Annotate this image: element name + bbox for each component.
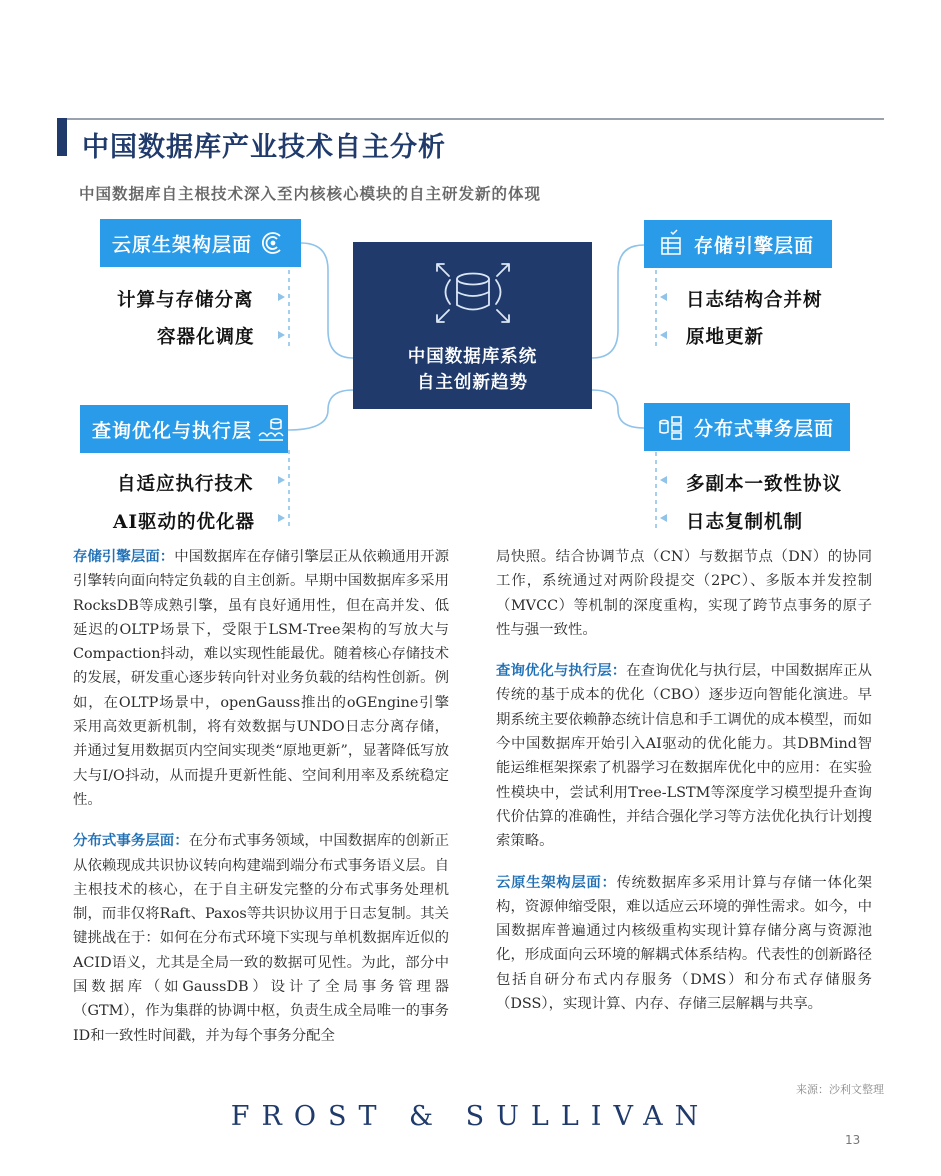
pill-distributed-label: 分布式事务层面 <box>694 417 835 440</box>
query-item-2: AI驱动的优化器 <box>113 512 256 533</box>
paragraph-continuation <box>496 545 872 642</box>
paragraph-heading: 查询优化与执行层： <box>496 662 627 680</box>
pill-storage-label: 存储引擎层面 <box>694 234 815 257</box>
pill-query-optimization <box>80 405 288 453</box>
center-concept-box <box>353 242 592 409</box>
paragraph-text: 中国数据库在存储引擎层正从依赖通用开源引擎转向面向特定负载的自主创新。早期中国数据库多采用RocksDB等成熟引擎，虽有良好通用性，但在高并发、低延迟的OLTP场景下，受限于LSM-Tree架构的写放大与Compaction抖动，难以实现性能最优。随着核心存储技术的发展，研发重心逐步转向针对业务负载的结构性创新。例如，在OLTP场景中，openGauss推出的oGEngine引擎采用高效更新机制，将有效数据与UNDO日志分离存储，并通过复用数据页内空间实现类“原地更新”，显著降低写放大与I/O抖动，从而提升更新性能、空间利用率及系统稳定性。 <box>73 549 449 808</box>
center-line-1: 中国数据库系统 <box>407 347 538 367</box>
paragraph-text: 传统数据库多采用计算与存储一体化架构，资源伸缩受限，难以适应云环境的弹性需求。如今，中国数据库普遍通过内核级重构实现计算存储分离与资源池化，形成面向云环境的解耦式体系结构。代表性的创新路径包括自研分布式内存服务（DMS）和分布式存储服务（DSS），实现计算、内存、存储三层解耦与共享。 <box>496 874 872 1013</box>
distributed-item-1: 多副本一致性协议 <box>686 474 843 495</box>
body-left-column <box>73 545 449 1065</box>
paragraph-text: 局快照。结合协调节点（CN）与数据节点（DN）的协同工作，系统通过对两阶段提交（2PC）、多版本并发控制（MVCC）等机制的深度重构，实现了跨节点事务的原子性与强一致性。 <box>496 549 872 638</box>
page-title: 中国数据库产业技术自主分析 <box>82 132 446 163</box>
cloud-item-1: 计算与存储分离 <box>117 290 254 311</box>
distributed-item-2: 日志复制机制 <box>686 512 804 533</box>
database-expand-icon <box>353 242 592 342</box>
paragraph-storage-engine <box>73 545 449 812</box>
innovation-diagram <box>0 0 941 545</box>
storage-table-icon <box>656 229 686 259</box>
center-line-2: 自主创新趋势 <box>417 373 528 393</box>
query-database-icon <box>256 414 286 444</box>
paragraph-cloud-native <box>496 871 872 1017</box>
query-item-1: 自适应执行技术 <box>117 474 254 495</box>
cloud-ring-icon <box>258 228 288 258</box>
paragraph-text: 在分布式事务领域，中国数据库的创新正从依赖现成共识协议转向构建端到端分布式事务语义层。自主根技术的核心，在于自主研发完整的分布式事务处理机制，而非仅将Raft、Paxos等共识协议用于日志复制。其关键挑战在于：如何在分布式环境下实现与单机数据库近似的ACID语义，尤其是全局一致的数据可见性。为此，部分中国数据库（如GaussDB）设计了全局事务管理器（GTM），作为集群的协调中枢，负责生成全局唯一的事务ID和一致性时间戳，并为每个事务分配全 <box>73 833 449 1044</box>
distributed-database-icon <box>656 412 686 442</box>
page-number: 13 <box>845 1133 861 1147</box>
brand-logo-text: FROST & SULLIVAN <box>230 1101 711 1132</box>
paragraph-heading: 云原生架构层面： <box>496 873 617 891</box>
pill-cloud-native-label: 云原生架构层面 <box>112 233 253 256</box>
paragraph-text: 在查询优化与执行层，中国数据库正从传统的基于成本的优化（CBO）逐步迈向智能化演进。早期系统主要依赖静态统计信息和手工调优的成本模型，而如今中国数据库开始引入AI驱动的优化能力。其DBMind智能运维框架探索了机器学习在数据库优化中的应用：在实验性模块中，尝试利用Tree-LSTM等深度学习模型提升查询代价估算的准确性，并结合强化学习等方法优化执行计划搜索策略。 <box>496 663 872 850</box>
paragraph-query-optimization <box>496 659 872 853</box>
paragraph-heading: 存储引擎层面： <box>73 548 175 565</box>
pill-query-label: 查询优化与执行层 <box>92 419 253 442</box>
cloud-item-2: 容器化调度 <box>157 327 255 348</box>
source-note: 来源：沙利文整理 <box>796 1083 884 1096</box>
pill-storage-engine <box>644 220 832 268</box>
page-subtitle: 中国数据库自主根技术深入至内核核心模块的自主研发新的体现 <box>79 184 542 203</box>
paragraph-heading: 分布式事务层面： <box>73 832 189 850</box>
paragraph-distributed-transaction <box>73 829 449 1048</box>
storage-item-2: 原地更新 <box>686 327 765 348</box>
storage-item-1: 日志结构合并树 <box>686 290 823 311</box>
pill-cloud-native <box>100 219 301 267</box>
pill-distributed-transaction <box>644 403 850 451</box>
body-right-column <box>496 545 872 1033</box>
